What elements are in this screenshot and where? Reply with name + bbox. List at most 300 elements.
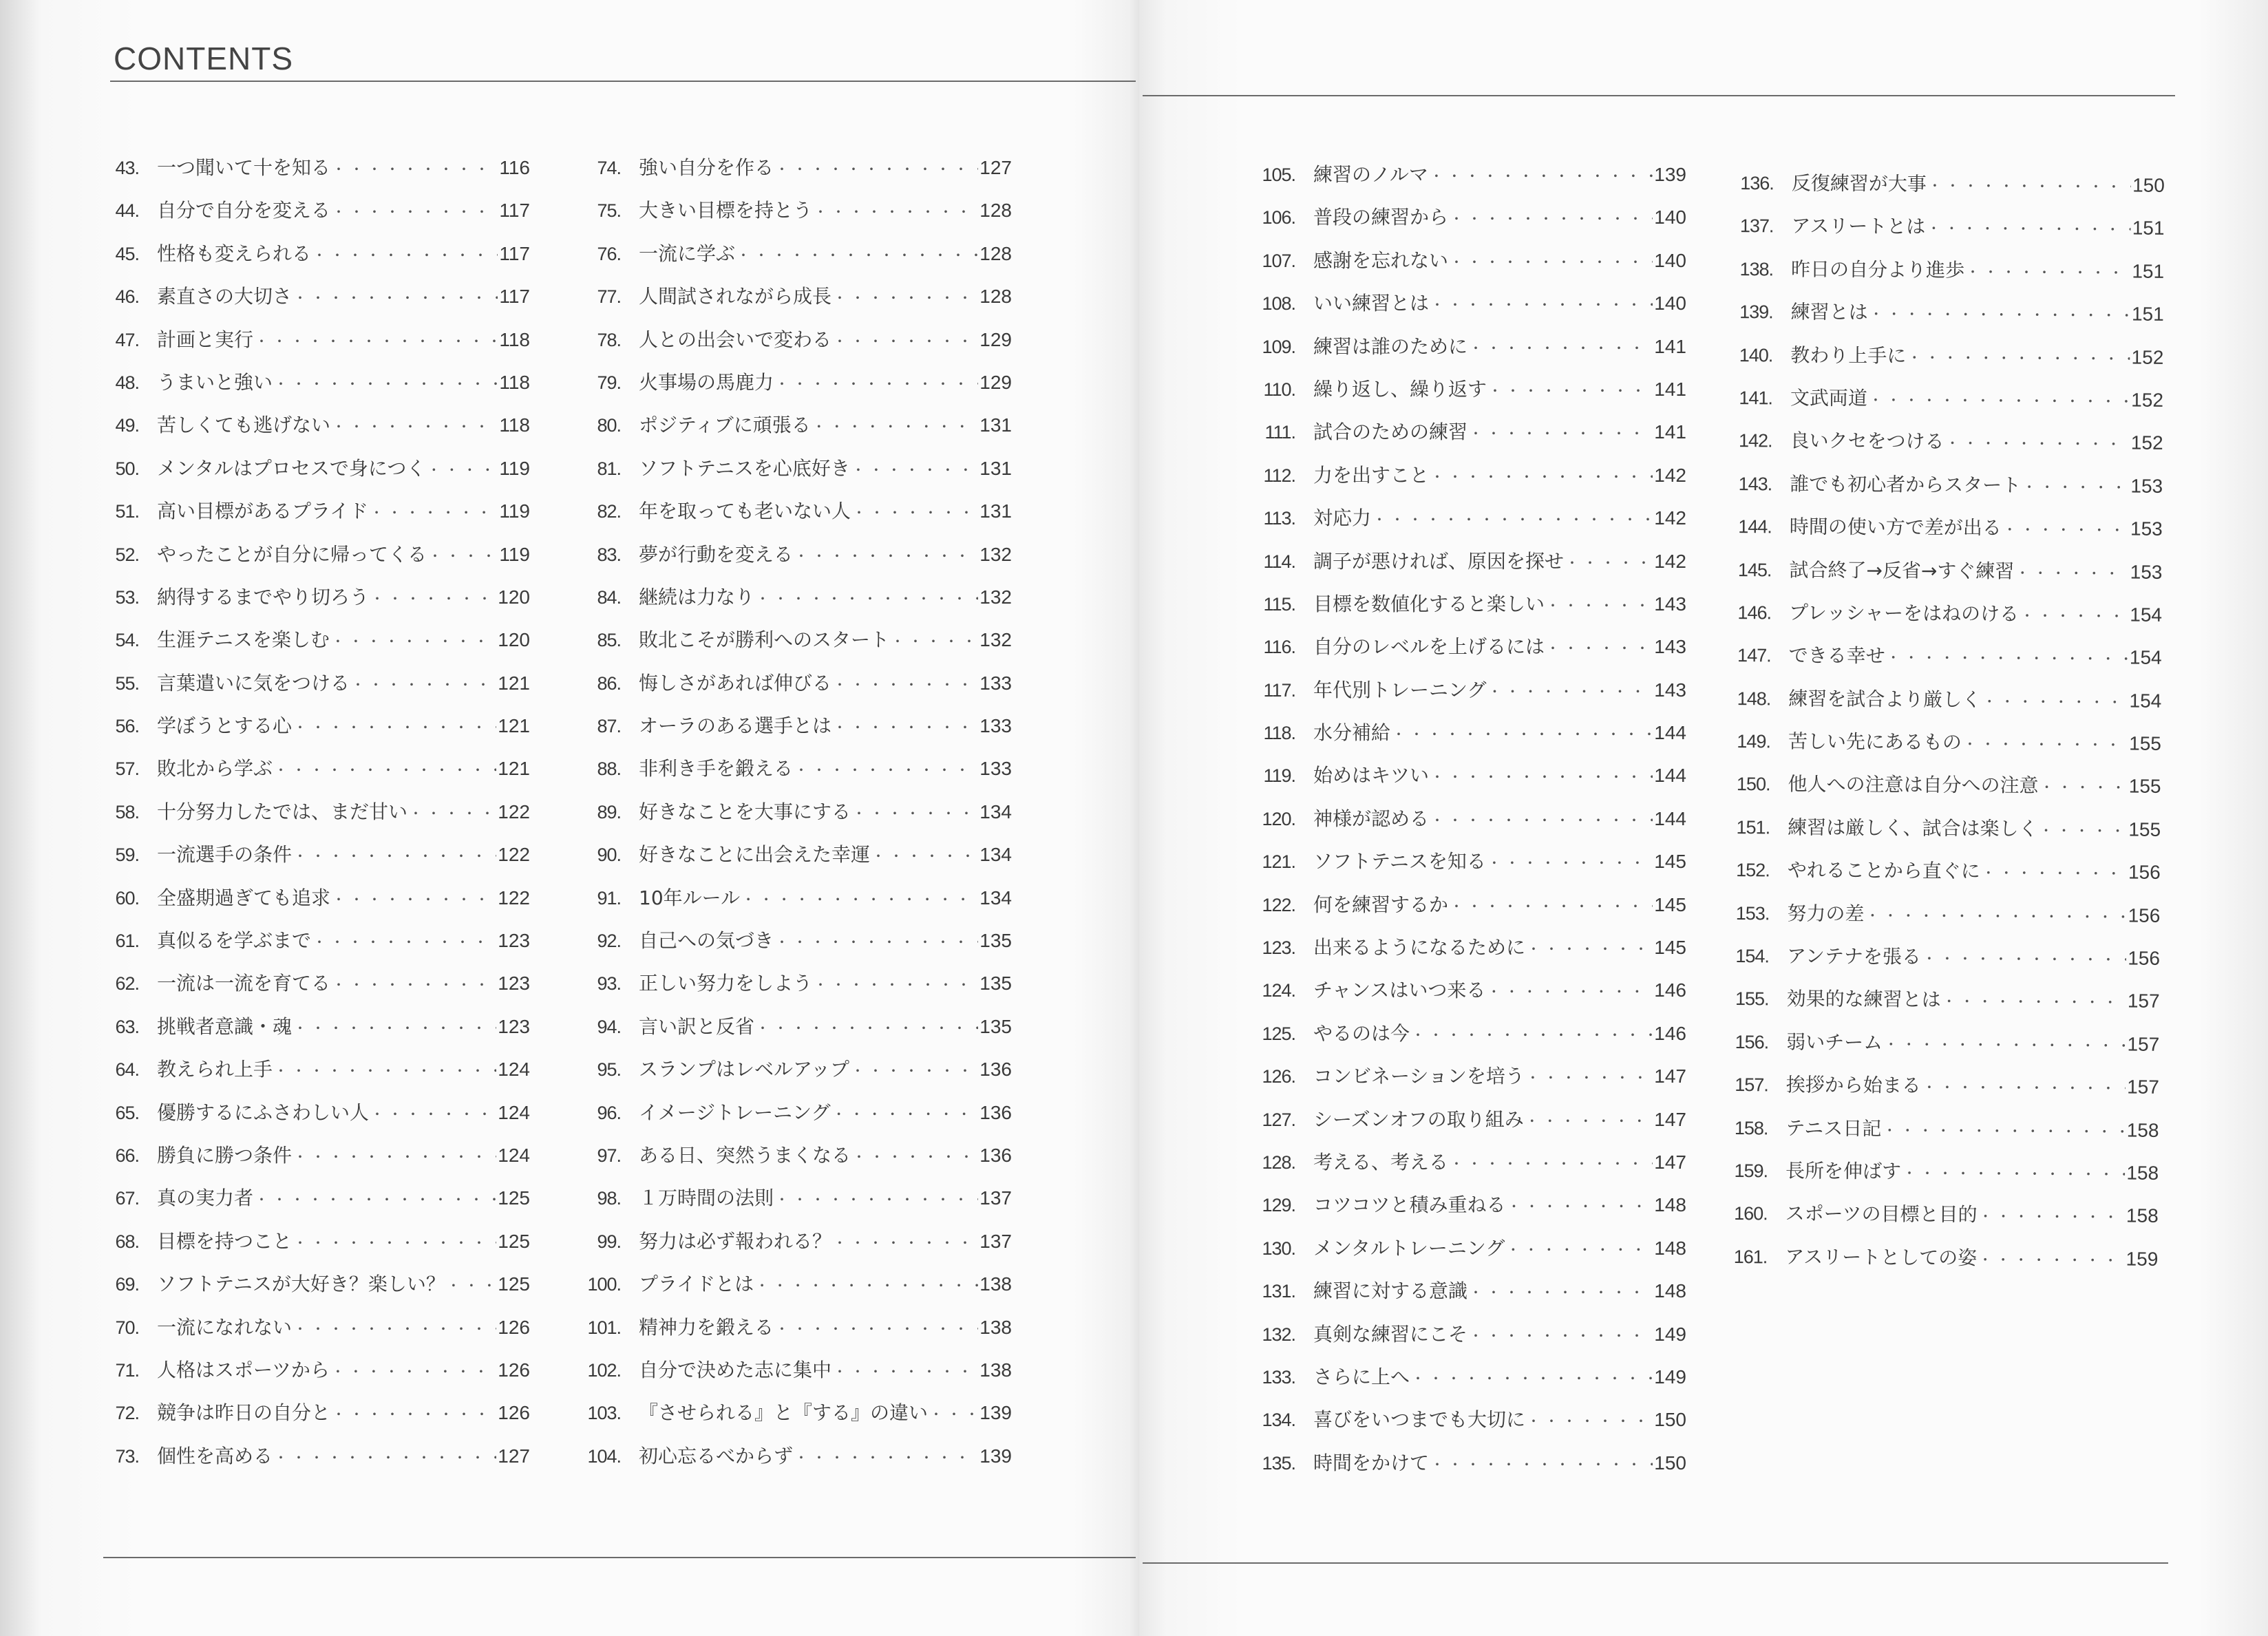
entry-page-number: 128: [979, 286, 1012, 308]
entry-title: 大きい目標を持とう: [639, 199, 813, 222]
entry-number: 152.: [1736, 860, 1770, 881]
entry-page-number: 155: [2128, 776, 2161, 798]
entry-number: 75.: [597, 200, 621, 222]
entry-page-number: 147: [1654, 1108, 1686, 1130]
entry-number: 154.: [1735, 946, 1770, 967]
toc-entry: [578, 410, 1012, 453]
entry-title: 性格も変えられる: [157, 242, 312, 265]
entry-number: 136.: [1740, 173, 1774, 194]
dot-leader: [332, 158, 498, 178]
toc-entry: [96, 410, 530, 453]
entry-number: 115.: [1263, 593, 1295, 615]
dot-leader: [1982, 862, 2127, 882]
entry-page-number: 138: [979, 1316, 1012, 1338]
dot-leader: [1430, 466, 1653, 486]
toc-entry: [578, 1226, 1012, 1269]
entry-number: 43.: [115, 158, 139, 178]
entry-page-number: 119: [499, 543, 530, 565]
entry-number: 49.: [115, 415, 139, 436]
footer-rule: [103, 1557, 1136, 1558]
dot-leader: [1865, 904, 2126, 926]
dot-leader: [775, 1189, 978, 1209]
entry-title: 一流に学ぶ: [639, 242, 736, 265]
entry-page-number: 149: [1654, 1323, 1686, 1345]
toc-entry: [96, 1183, 530, 1226]
toc-entry: [96, 239, 530, 281]
entry-number: 109.: [1262, 336, 1295, 357]
toc-entry: [1253, 975, 1686, 1018]
toc-entry: [578, 1140, 1012, 1183]
entry-title: テニス日記: [1785, 1116, 1882, 1140]
entry-title: 調子が悪ければ、原因を探せ: [1313, 549, 1565, 573]
entry-number: 50.: [115, 458, 139, 479]
entry-title: 教わり上手に: [1790, 343, 1907, 368]
entry-page-number: 141: [1654, 421, 1686, 443]
entry-title: 効果的な練習とは: [1786, 987, 1941, 1012]
dot-leader: [1488, 380, 1653, 400]
toc-entry: [1253, 246, 1686, 288]
entry-title: 長所を伸ばす: [1785, 1159, 1902, 1183]
dot-leader: [274, 1447, 496, 1467]
entry-title: 苦しい先にあるもの: [1788, 730, 1962, 754]
entry-page-number: 136: [979, 1059, 1012, 1081]
entry-title: プライドとは: [639, 1273, 754, 1296]
toc-entry: [96, 1226, 530, 1269]
toc-column-3: [1253, 160, 1686, 1491]
entry-title: メンタルはプロセスで身につく: [157, 456, 426, 480]
header-rule: [110, 81, 1136, 82]
entry-page-number: 152: [2131, 389, 2164, 411]
dot-leader: [255, 1189, 496, 1209]
entry-title: 自分で自分を変える: [157, 199, 331, 222]
entry-page-number: 147: [1654, 1065, 1686, 1087]
entry-title: 始めはキツい: [1313, 764, 1430, 787]
entry-title: ソフトテニスを心底好き: [639, 456, 850, 480]
dot-leader: [736, 244, 978, 264]
toc-entry: [578, 153, 1012, 195]
entry-title: 正しい努力をしよう: [639, 972, 813, 995]
entry-page-number: 123: [498, 973, 530, 995]
entry-title: いい練習とは: [1313, 292, 1430, 315]
toc-entry: [96, 1441, 530, 1484]
header-rule-right: [1143, 95, 2175, 96]
entry-number: 126.: [1262, 1066, 1295, 1087]
toc-entry: [1724, 1242, 2158, 1287]
dot-leader: [332, 201, 498, 221]
toc-column-1: [96, 153, 530, 1484]
entry-number: 107.: [1262, 250, 1295, 271]
entry-number: 138.: [1739, 258, 1774, 280]
dot-leader: [1469, 423, 1653, 443]
entry-number: 59.: [115, 844, 139, 866]
toc-entry: [578, 540, 1012, 582]
entry-page-number: 143: [1654, 593, 1686, 615]
dot-leader: [351, 674, 496, 694]
entry-number: 159.: [1734, 1160, 1768, 1182]
entry-page-number: 135: [979, 930, 1012, 952]
entry-page-number: 151: [2132, 260, 2165, 282]
toc-entry: [578, 1313, 1012, 1355]
dot-leader: [1928, 175, 2131, 196]
entry-title: 弱いチーム: [1786, 1030, 1883, 1054]
entry-title: 試合終了→反省→すぐ練習: [1789, 558, 2015, 583]
toc-entry: [96, 625, 530, 668]
toc-entry: [1726, 898, 2160, 944]
entry-number: 45.: [115, 243, 139, 264]
entry-title: うまいと強い: [157, 370, 273, 394]
dot-leader: [1546, 595, 1653, 615]
entry-title: 文武両道: [1790, 386, 1868, 410]
dot-leader: [1487, 681, 1653, 701]
dot-leader: [332, 416, 498, 436]
entry-title: 夢が行動を変える: [639, 542, 794, 566]
entry-page-number: 147: [1654, 1151, 1686, 1173]
entry-page-number: 135: [979, 973, 1012, 995]
entry-title: 『させられる』と『する』の違い: [639, 1401, 929, 1425]
entry-title: 反復練習が大事: [1791, 171, 1927, 195]
entry-page-number: 138: [979, 1359, 1012, 1381]
entry-title: 学ぼうとする心: [157, 714, 293, 738]
entry-title: 水分補給: [1313, 721, 1391, 745]
entry-title: １万時間の法則: [639, 1187, 774, 1210]
dot-leader: [370, 502, 498, 522]
dot-leader: [814, 974, 978, 994]
toc-entry: [578, 711, 1012, 754]
entry-page-number: 116: [499, 157, 530, 178]
entry-number: 72.: [115, 1403, 139, 1424]
dot-leader: [2003, 519, 2129, 540]
entry-number: 118.: [1263, 723, 1295, 744]
toc-entry: [1253, 890, 1686, 933]
entry-number: 90.: [597, 844, 621, 866]
entry-page-number: 143: [1654, 679, 1686, 701]
toc-entry: [1253, 1147, 1686, 1190]
entry-number: 66.: [115, 1145, 139, 1166]
entry-title: 喜びをいつまでも大切に: [1313, 1408, 1526, 1432]
right-page: [1139, 0, 2268, 1636]
entry-title: 教えられ上手: [157, 1058, 273, 1081]
entry-number: 71.: [115, 1359, 139, 1381]
entry-number: 101.: [587, 1317, 621, 1338]
entry-number: 157.: [1735, 1074, 1768, 1096]
toc-entry: [1253, 288, 1686, 331]
toc-entry: [96, 1269, 530, 1312]
toc-entry: [96, 540, 530, 582]
dot-leader: [929, 1403, 978, 1423]
dot-leader: [332, 1403, 496, 1423]
entry-number: 56.: [115, 716, 139, 737]
entry-page-number: 123: [498, 1015, 530, 1037]
dot-leader: [851, 459, 978, 479]
entry-title: 真の実力者: [157, 1187, 254, 1210]
entry-title: 練習は誰のために: [1313, 334, 1468, 358]
entry-number: 153.: [1735, 902, 1770, 924]
entry-number: 96.: [597, 1102, 621, 1123]
entry-page-number: 148: [1654, 1237, 1686, 1259]
entry-number: 61.: [115, 931, 139, 952]
entry-title: 努力は必ず報われる？: [639, 1229, 832, 1253]
entry-page-number: 125: [498, 1230, 530, 1252]
toc-entry: [578, 625, 1012, 668]
entry-title: 真似るを学ぶまで: [157, 929, 312, 953]
entry-page-number: 131: [979, 457, 1012, 479]
toc-entry: [1726, 1027, 2159, 1072]
toc-entry: [1731, 168, 2165, 213]
entry-page-number: 148: [1654, 1194, 1686, 1216]
dot-leader: [852, 502, 978, 522]
entry-title: さらに上へ: [1313, 1365, 1410, 1388]
dot-leader: [1525, 1110, 1653, 1130]
entry-title: 練習のノルマ: [1313, 163, 1428, 186]
entry-page-number: 151: [2131, 303, 2164, 326]
entry-title: 個性を高める: [157, 1444, 273, 1467]
dot-leader: [1883, 1119, 2126, 1140]
entry-number: 73.: [115, 1445, 139, 1467]
dot-leader: [2039, 776, 2127, 797]
entry-number: 127.: [1262, 1109, 1295, 1130]
entry-title: 十分努力したでは、まだ甘い: [157, 800, 408, 823]
entry-title: 感謝を忘れない: [1313, 248, 1449, 272]
entry-title: 時間の使い方で差が出る: [1789, 515, 2002, 540]
dot-leader: [1506, 1239, 1653, 1259]
entry-page-number: 142: [1654, 507, 1686, 529]
toc-entry: [578, 968, 1012, 1011]
toc-entry: [96, 153, 530, 195]
dot-leader: [255, 330, 498, 350]
entry-page-number: 146: [1654, 979, 1686, 1001]
entry-page-number: 156: [2128, 947, 2161, 969]
entry-page-number: 129: [979, 328, 1012, 350]
toc-entry: [96, 496, 530, 539]
dot-leader: [1450, 1153, 1653, 1173]
entry-number: 130.: [1262, 1237, 1295, 1259]
entry-number: 82.: [597, 501, 621, 522]
dot-leader: [833, 1361, 978, 1381]
entry-page-number: 125: [498, 1187, 530, 1209]
entry-number: 92.: [597, 931, 621, 952]
dot-leader: [756, 1017, 978, 1037]
dot-leader: [1887, 647, 2128, 668]
toc-entry: [578, 1054, 1012, 1097]
dot-leader: [832, 1103, 979, 1123]
toc-entry: [1728, 597, 2162, 643]
dot-leader: [1430, 1454, 1653, 1474]
toc-entry: [1253, 847, 1686, 889]
entry-page-number: 139: [979, 1445, 1012, 1467]
toc-entry: [1253, 332, 1686, 374]
entry-page-number: 124: [498, 1144, 530, 1166]
entry-title: 人間試されながら成長: [639, 285, 832, 308]
entry-number: 78.: [597, 329, 621, 350]
entry-page-number: 155: [2129, 732, 2161, 754]
dot-leader: [428, 545, 498, 565]
dot-leader: [1922, 1076, 2126, 1098]
entry-page-number: 117: [499, 200, 530, 222]
entry-title: アスリートとしての姿: [1785, 1245, 1978, 1269]
toc-entry: [578, 1012, 1012, 1054]
entry-title: 一流になれない: [157, 1315, 293, 1339]
entry-number: 156.: [1735, 1031, 1769, 1053]
toc-entry: [96, 281, 530, 324]
entry-page-number: 126: [498, 1359, 530, 1381]
entry-title: 高い目標があるプライド: [157, 500, 369, 523]
entry-page-number: 121: [498, 758, 530, 780]
entry-number: 77.: [597, 286, 621, 308]
footer-rule-right: [1143, 1562, 2168, 1564]
entry-title: 火事場の馬鹿力: [639, 370, 774, 394]
toc-entry: [1729, 469, 2163, 514]
toc-entry: [578, 926, 1012, 968]
dot-leader: [871, 845, 978, 865]
entry-page-number: 154: [2130, 604, 2163, 626]
entry-number: 47.: [115, 329, 139, 350]
entry-page-number: 132: [979, 586, 1012, 608]
entry-number: 70.: [115, 1317, 139, 1338]
entry-number: 67.: [115, 1188, 139, 1209]
toc-entry: [578, 454, 1012, 496]
toc-entry: [578, 1269, 1012, 1312]
entry-title: 非利き手を鍛える: [639, 757, 794, 780]
entry-number: 111.: [1264, 422, 1295, 443]
entry-title: ソフトテニスが大好き？楽しい？: [157, 1273, 445, 1296]
toc-entry: [578, 368, 1012, 410]
entry-page-number: 145: [1654, 893, 1686, 915]
dot-leader: [1907, 346, 2130, 368]
dot-leader: [1982, 690, 2128, 711]
dot-leader: [1411, 1024, 1653, 1044]
toc-entry: [96, 325, 530, 368]
entry-number: 87.: [597, 716, 621, 737]
entry-title: やれることから直ぐに: [1787, 858, 1980, 883]
entry-number: 52.: [115, 544, 139, 565]
entry-page-number: 157: [2127, 1033, 2160, 1055]
entry-page-number: 144: [1654, 722, 1686, 744]
dot-leader: [1942, 990, 2126, 1012]
entry-number: 88.: [597, 758, 621, 780]
entry-number: 54.: [115, 630, 139, 651]
dot-leader: [1869, 389, 2130, 410]
entry-title: 普段の練習から: [1313, 206, 1449, 229]
toc-entry: [96, 926, 530, 968]
dot-leader: [775, 931, 978, 951]
entry-page-number: 154: [2129, 646, 2162, 669]
entry-number: 125.: [1262, 1023, 1295, 1044]
toc-entry: [1253, 417, 1686, 460]
entry-number: 122.: [1262, 894, 1295, 915]
toc-entry: [1253, 675, 1686, 718]
entry-number: 84.: [597, 586, 621, 608]
entry-title: 挑戦者意識・魂: [157, 1014, 293, 1038]
entry-number: 103.: [587, 1403, 621, 1424]
entry-number: 57.: [115, 758, 139, 780]
entry-page-number: 159: [2126, 1248, 2159, 1270]
entry-title: チャンスはいつ来る: [1313, 979, 1486, 1002]
dot-leader: [293, 716, 496, 736]
entry-title: コツコツと積み重ねる: [1313, 1193, 1506, 1217]
entry-number: 128.: [1262, 1151, 1295, 1173]
entry-page-number: 131: [979, 500, 1012, 522]
entry-title: 全盛期過ぎても追求: [157, 886, 331, 909]
toc-entry: [1726, 1070, 2159, 1115]
dot-leader: [756, 588, 978, 608]
dot-leader: [293, 1017, 496, 1037]
dot-leader: [1527, 938, 1653, 958]
entry-page-number: 131: [979, 414, 1012, 436]
dot-leader: [293, 1146, 496, 1166]
toc-entry: [1727, 769, 2161, 814]
entry-page-number: 132: [979, 543, 1012, 565]
entry-number: 91.: [597, 887, 621, 909]
entry-title: 自分で決めた志に集中: [639, 1358, 832, 1381]
entry-page-number: 135: [979, 1015, 1012, 1037]
entry-page-number: 145: [1654, 937, 1686, 959]
entry-page-number: 156: [2128, 904, 2161, 926]
entry-number: 160.: [1734, 1203, 1768, 1224]
dot-leader: [1963, 733, 2128, 754]
toc-entry: [1729, 425, 2163, 471]
entry-number: 46.: [115, 286, 139, 308]
entry-number: 105.: [1262, 164, 1295, 185]
entry-title: 言い訳と反省: [639, 1014, 755, 1038]
entry-number: 134.: [1262, 1410, 1295, 1431]
entry-title: 力を出すこと: [1313, 463, 1430, 487]
dot-leader: [794, 545, 978, 565]
dot-leader: [332, 974, 496, 994]
dot-leader: [293, 287, 498, 307]
entry-page-number: 133: [979, 715, 1012, 737]
entry-number: 99.: [597, 1231, 621, 1252]
entry-number: 155.: [1735, 988, 1769, 1010]
entry-number: 108.: [1262, 293, 1295, 315]
toc-column-2: [578, 153, 1012, 1484]
toc-entry: [578, 496, 1012, 539]
toc-entry: [578, 754, 1012, 796]
dot-leader: [1373, 509, 1653, 529]
dot-leader: [274, 373, 498, 393]
entry-number: 98.: [597, 1188, 621, 1209]
entry-title: 練習に対する意識: [1313, 1279, 1468, 1303]
dot-leader: [833, 716, 978, 736]
dot-leader: [851, 1060, 978, 1080]
entry-title: 敗北から学ぶ: [157, 757, 273, 780]
entry-title: 誰でも初心者からスタート: [1790, 472, 2022, 497]
dot-leader: [370, 1103, 496, 1123]
dot-leader: [812, 416, 979, 436]
entry-title: 挨拶から始まる: [1785, 1073, 1921, 1097]
entry-title: シーズンオフの取り組み: [1313, 1107, 1524, 1131]
dot-leader: [2022, 476, 2129, 496]
entry-page-number: 144: [1654, 765, 1686, 787]
toc-entry: [96, 1140, 530, 1183]
toc-entry: [96, 1398, 530, 1441]
toc-entry: [96, 1355, 530, 1398]
toc-entry: [1730, 211, 2164, 256]
toc-entry: [578, 883, 1012, 926]
toc-entry: [96, 883, 530, 926]
dot-leader: [1884, 1033, 2126, 1054]
entry-title: ポジティブに頑張る: [639, 414, 811, 437]
entry-title: ソフトテニスを知る: [1313, 850, 1486, 873]
entry-page-number: 137: [979, 1187, 1012, 1209]
entry-page-number: 137: [979, 1230, 1012, 1252]
entry-page-number: 122: [498, 844, 530, 866]
toc-entry: [96, 582, 530, 625]
entry-number: 131.: [1262, 1281, 1295, 1302]
dot-leader: [891, 630, 978, 650]
entry-page-number: 119: [499, 500, 530, 522]
entry-number: 62.: [115, 973, 139, 995]
toc-column-4: [1724, 168, 2165, 1287]
